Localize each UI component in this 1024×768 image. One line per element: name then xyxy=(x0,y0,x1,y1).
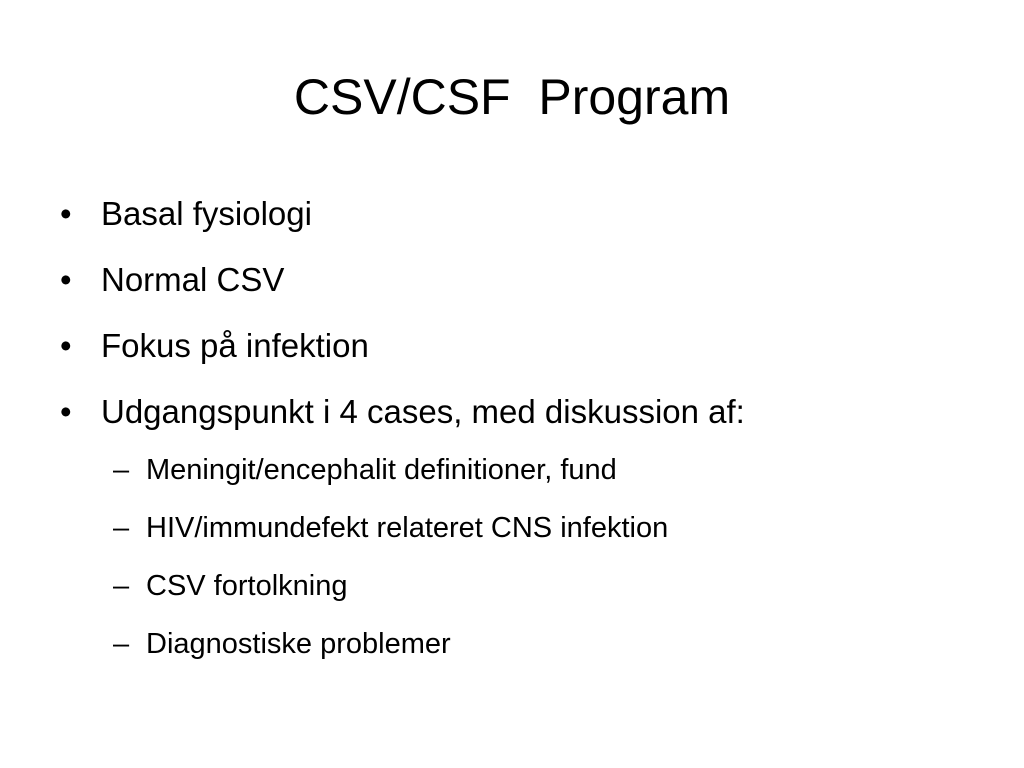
bullet-dot-icon: • xyxy=(60,195,72,232)
bullet-list xyxy=(60,188,745,452)
bullet-text: Fokus på infektion xyxy=(101,327,369,364)
sub-bullet-item xyxy=(113,506,668,550)
bullet-item xyxy=(60,254,745,306)
bullet-dot-icon: • xyxy=(60,327,72,364)
sub-bullet-list xyxy=(113,448,668,680)
dash-icon: – xyxy=(113,570,130,602)
bullet-item xyxy=(60,188,745,240)
sub-bullet-text: Meningit/encephalit definitioner, fund xyxy=(146,454,617,486)
bullet-text: Udgangspunkt i 4 cases, med diskussion af: xyxy=(101,393,745,430)
bullet-item xyxy=(60,320,745,372)
bullet-text: Normal CSV xyxy=(101,261,285,298)
sub-bullet-text: Diagnostiske problemer xyxy=(146,628,451,660)
sub-bullet-item xyxy=(113,622,668,666)
bullet-item xyxy=(60,386,745,438)
bullet-text: Basal fysiologi xyxy=(101,195,312,232)
slide-title: CSV/CSF Program xyxy=(293,69,731,125)
dash-icon: – xyxy=(113,512,130,544)
sub-bullet-text: HIV/immundefekt relateret CNS infektion xyxy=(146,512,669,544)
dash-icon: – xyxy=(113,454,130,486)
sub-bullet-text: CSV fortolkning xyxy=(146,570,348,602)
bullet-dot-icon: • xyxy=(60,261,72,298)
sub-bullet-item xyxy=(113,564,668,608)
bullet-dot-icon: • xyxy=(60,393,72,430)
sub-bullet-item xyxy=(113,448,668,492)
dash-icon: – xyxy=(113,628,130,660)
